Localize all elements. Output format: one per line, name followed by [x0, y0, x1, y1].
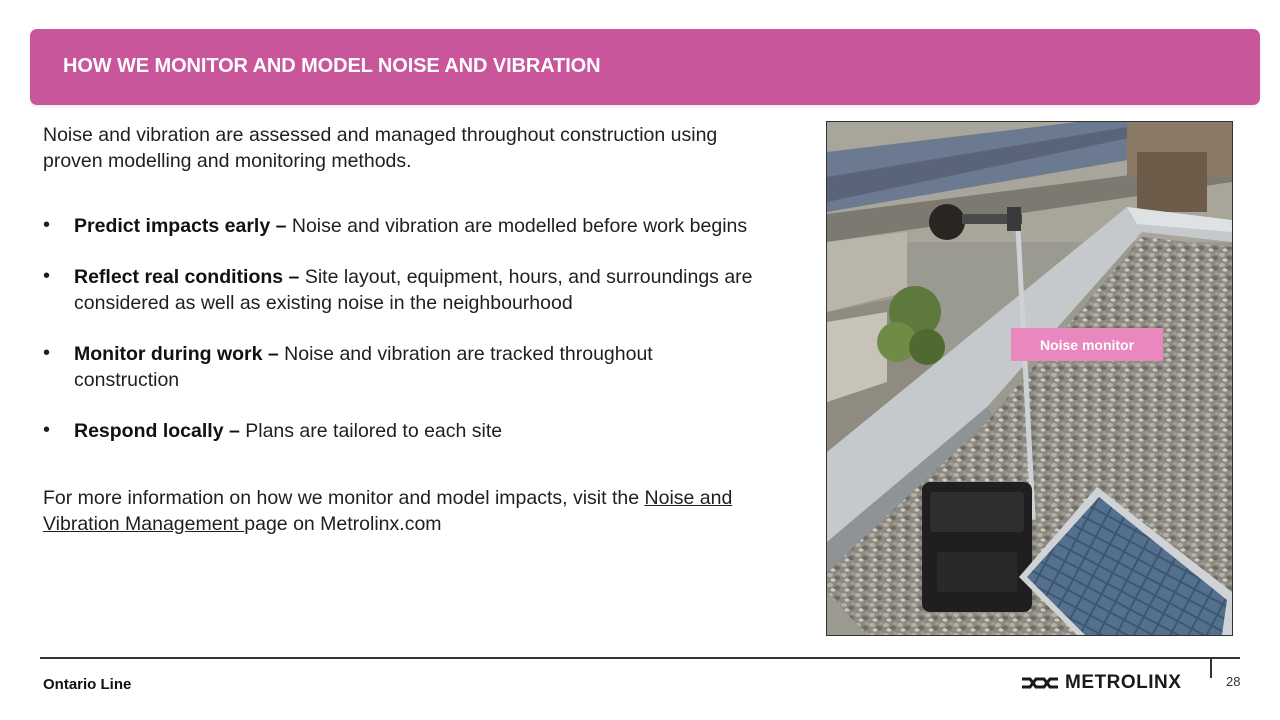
- bullet-item: [43, 341, 763, 393]
- footer-divider: [40, 657, 1240, 659]
- bullet-text: Noise and vibration are tracked throughout construction: [74, 343, 653, 391]
- bullet-text: Site layout, equipment, hours, and surroundings are considered as well as existing noise in the neighbourhood: [74, 266, 753, 314]
- bullet-text: Noise and vibration are modelled before work begins: [286, 215, 748, 237]
- bullet-bold: Reflect real conditions –: [74, 266, 300, 288]
- bullet-bold: Respond locally –: [74, 420, 240, 442]
- metrolinx-logo-icon: [1021, 676, 1059, 690]
- page-number-divider: [1210, 658, 1212, 678]
- footer-project-name: Ontario Line: [43, 676, 132, 693]
- noise-vibration-management-link[interactable]: Noise and Vibration Management: [43, 487, 733, 535]
- bullet-bold: Monitor during work –: [74, 343, 279, 365]
- bullet-text: Plans are tailored to each site: [239, 420, 503, 442]
- noise-monitor-label: Noise monitor: [1011, 328, 1163, 361]
- page-number: 28: [1226, 674, 1241, 689]
- metrolinx-logo: [1021, 672, 1181, 694]
- bullet-item: [43, 213, 763, 239]
- noise-monitor-photo: [826, 121, 1233, 636]
- slide-title: HOW WE MONITOR AND MODEL NOISE AND VIBRATION: [63, 55, 601, 77]
- outro-text: [43, 485, 763, 537]
- bullet-item: [43, 418, 763, 444]
- outro-suffix: page on Metrolinx.com: [244, 513, 442, 535]
- content-area: [43, 122, 763, 537]
- bullet-item: [43, 264, 763, 316]
- title-bar: [30, 29, 1260, 105]
- bullet-bold: Predict impacts early –: [74, 215, 287, 237]
- outro-prefix: For more information on how we monitor and model impacts, visit the: [43, 487, 645, 509]
- logo-wordmark: METROLINX: [1065, 672, 1182, 693]
- intro-text: Noise and vibration are assessed and managed throughout construction using proven modelling and monitoring methods.: [43, 124, 718, 172]
- bullet-list: [43, 213, 763, 444]
